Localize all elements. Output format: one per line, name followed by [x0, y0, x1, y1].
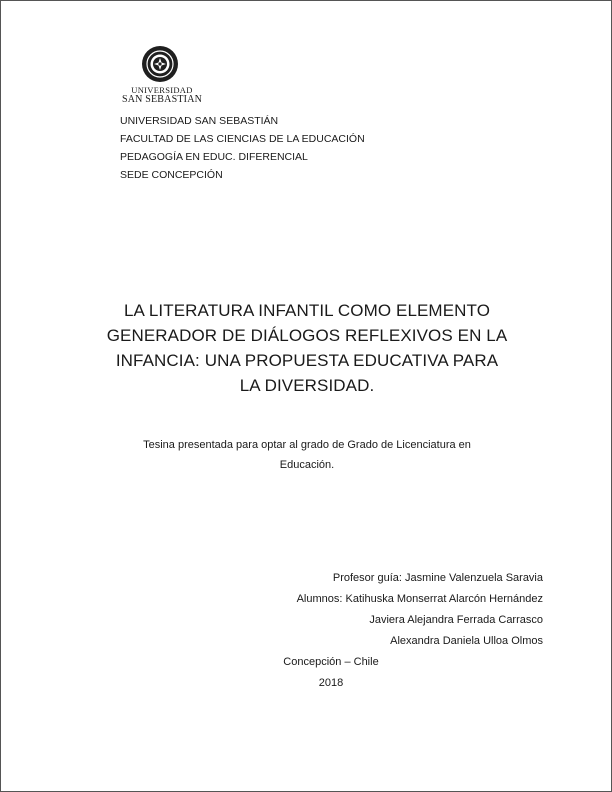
- students-line: Alumnos: Katihuska Monserrat Alarcón Hernández: [296, 593, 543, 605]
- title-line: INFANCIA: UNA PROPUESTA EDUCATIVA PARA: [115, 351, 499, 370]
- advisor-line: Profesor guía: Jasmine Valenzuela Saravia: [332, 572, 543, 584]
- logo-wordmark: [119, 85, 205, 105]
- thesis-subtitle: [81, 435, 533, 475]
- year-line: 2018: [318, 677, 344, 689]
- title-line: GENERADOR DE DIÁLOGOS REFLEXIVOS EN LA: [106, 326, 508, 345]
- university-logo: [119, 45, 205, 109]
- program-name: PEDAGOGÍA EN EDUC. DIFERENCIAL: [120, 151, 308, 163]
- credits-block: [201, 568, 543, 652]
- campus-name: SEDE CONCEPCIÓN: [120, 169, 223, 181]
- institution-block: [120, 112, 365, 184]
- students-line: Javiera Alejandra Ferrada Carrasco: [369, 614, 543, 626]
- place-date-block: [251, 652, 411, 694]
- subtitle-line: Tesina presentada para optar al grado de Grado de Licenciatura en: [143, 439, 471, 451]
- faculty-name: FACULTAD DE LAS CIENCIAS DE LA EDUCACIÓN: [120, 133, 365, 145]
- title-line: LA DIVERSIDAD.: [239, 376, 375, 395]
- logo-line-2: SAN SEBASTIAN: [121, 94, 203, 105]
- thesis-title: [81, 298, 533, 398]
- subtitle-line: Educación.: [279, 459, 335, 471]
- students-line: Alexandra Daniela Ulloa Olmos: [390, 635, 543, 647]
- title-line: LA LITERATURA INFANTIL COMO ELEMENTO: [123, 301, 491, 320]
- logo-line-1: UNIVERSIDAD: [131, 85, 193, 95]
- university-name: UNIVERSIDAD SAN SEBASTIÁN: [120, 115, 279, 127]
- university-seal-icon: [141, 45, 179, 83]
- city-line: Concepción – Chile: [283, 656, 379, 668]
